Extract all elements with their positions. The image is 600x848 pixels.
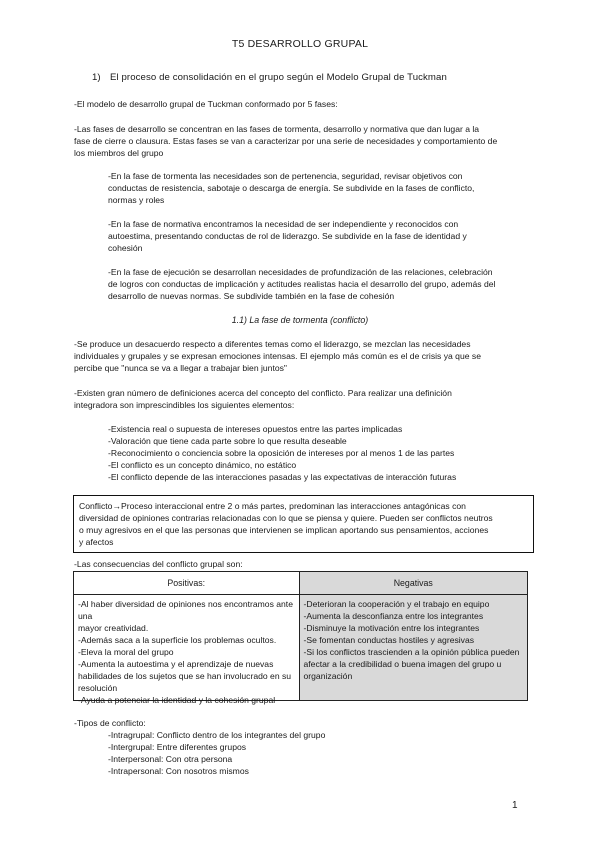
text-line: autoestima, presentando conductas de rol de liderazgo. Se subdivide en la fase de identidad y [108, 231, 467, 241]
table-line: -Aumenta la desconfianza entre los integrantes [303, 611, 484, 621]
phase-tormenta-paragraph [108, 170, 528, 206]
list-item: -Existencia real o supuesta de intereses opuestos entre las partes implicadas [108, 424, 403, 434]
document-title: T5 DESARROLLO GRUPAL [231, 38, 369, 50]
text-line: o muy agresivos en el que las personas que intervienen se implican aportando sus pensamientos, acciones [79, 525, 489, 535]
type-item: -Intragrupal: Conflicto dentro de los integrantes del grupo [108, 730, 326, 740]
positive-cell [74, 595, 300, 705]
list-item: -El conflicto depende de las interacciones pasadas y las expectativas de interacción futuras [108, 472, 457, 482]
text-line: Conflicto→Proceso interaccional entre 2 o más partes, predominan las interacciones antagónicas con [79, 501, 466, 511]
page-number: 1 [512, 800, 518, 811]
list-item: -Reconocimiento o conciencia sobre la oposición de intereses por al menos 1 de las partes [108, 448, 455, 458]
negative-cell [299, 595, 527, 701]
type-item: -Intrapersonal: Con nosotros mismos [108, 766, 249, 776]
table-line: habilidades de los sujetos que se han involucrado en su [78, 671, 292, 681]
table-line: -Aumenta la autoestima y el aprendizaje de nuevas [78, 659, 274, 669]
text-line: los miembros del grupo [74, 148, 164, 158]
text-line: individuales y grupales y se expresan emociones intensas. El ejemplo más común es el de crisis ya que se [74, 351, 481, 361]
section-heading [92, 72, 447, 84]
list-item: -El conflicto es un concepto dinámico, no estático [108, 460, 297, 470]
positive-header: Positivas: [74, 572, 300, 595]
negative-header: Negativas [299, 572, 527, 595]
text-line: -En la fase de normativa encontramos la necesidad de ser independiente y reconocidos con [108, 219, 459, 229]
definiciones-paragraph [74, 387, 530, 411]
table-line: -Eleva la moral del grupo [78, 647, 174, 657]
text-line: -Las fases de desarrollo se concentran en las fases de tormenta, desarrollo y normativa que dan lugar a la [74, 124, 480, 134]
section-heading-text: El proceso de consolidación en el grupo según el Modelo Grupal de Tuckman [110, 72, 447, 83]
table-line: -Además saca a la superficie los problemas ocultos. [78, 635, 277, 645]
table-line: -Disminuye la motivación entre los integrantes [303, 623, 480, 633]
text-line: y afectos [79, 537, 114, 547]
phase-ejecucion-paragraph [108, 266, 528, 302]
text-line: -Se produce un desacuerdo respecto a diferentes temas como el liderazgo, se mezclan las necesidades [74, 339, 471, 349]
table-line: resolución [78, 683, 118, 693]
table-line: -Al haber diversidad de opiniones nos encontramos ante una [78, 599, 293, 621]
type-item: -Intergrupal: Entre diferentes grupos [108, 742, 247, 752]
table-line: organización [303, 671, 353, 681]
conflict-types [74, 717, 325, 777]
type-item: -Interpersonal: Con otra persona [108, 754, 233, 764]
conflict-definition-box [73, 495, 534, 553]
text-line: integradora son imprescindibles los siguientes elementos: [74, 400, 295, 410]
desacuerdo-paragraph [74, 338, 530, 374]
text-line: fase de cierre o clausura. Estas fases se van a caracterizar por una serie de necesidades y comportamiento de [74, 136, 498, 146]
table-line: -Ayuda a potenciar la identidad y la cohesión grupal [78, 695, 276, 705]
phases-intro-paragraph [74, 123, 530, 159]
text-line: conductas de resistencia, sabotaje o descarga de energía. Se subdivide en la fases de conflicto, [108, 183, 475, 193]
intro-line: -El modelo de desarrollo grupal de Tuckman conformado por 5 fases: [74, 99, 338, 109]
consequences-table [73, 571, 528, 705]
text-line: normas y roles [108, 195, 165, 205]
table-line: afectar a la credibilidad o buena imagen del grupo u [303, 659, 502, 669]
subsection-heading: 1.1) La fase de tormenta (conflicto) [231, 315, 369, 325]
text-line: -En la fase de ejecución se desarrollan necesidades de profundización de las relaciones, celebración [108, 267, 493, 277]
text-line: desarrollo de nuevas normas. Se subdivide también en la fase de cohesión [108, 291, 395, 301]
text-line: cohesión [108, 243, 143, 253]
text-line: de logros con conductas de implicación y actitudes realistas hacia el desarrollo del grupo, además del [108, 279, 496, 289]
table-line: -Si los conflictos trascienden a la opinión pública pueden [303, 647, 520, 657]
phase-normativa-paragraph [108, 218, 528, 254]
section-number: 1) [92, 72, 101, 83]
conflict-elements-list [108, 423, 538, 483]
consequences-intro: -Las consecuencias del conflicto grupal son: [74, 559, 243, 569]
types-intro: -Tipos de conflicto: [74, 718, 146, 728]
text-line: diversidad de opiniones contrarias relacionadas con lo que se piensa y quiere. Pueden ser conflictos neutros [79, 513, 493, 523]
list-item: -Valoración que tiene cada parte sobre lo que resulta deseable [108, 436, 347, 446]
table-line: -Se fomentan conductas hostiles y agresivas [303, 635, 475, 645]
table-line: mayor creatividad. [78, 623, 149, 633]
text-line: -En la fase de tormenta las necesidades son de pertenencia, seguridad, revisar objetivos con [108, 171, 463, 181]
text-line: percibe que "nunca se va a llegar a trabajar bien juntos" [74, 363, 287, 373]
text-line: -Existen gran número de definiciones acerca del concepto del conflicto. Para realizar una definición [74, 388, 452, 398]
table-line: -Deterioran la cooperación y el trabajo en equipo [303, 599, 490, 609]
